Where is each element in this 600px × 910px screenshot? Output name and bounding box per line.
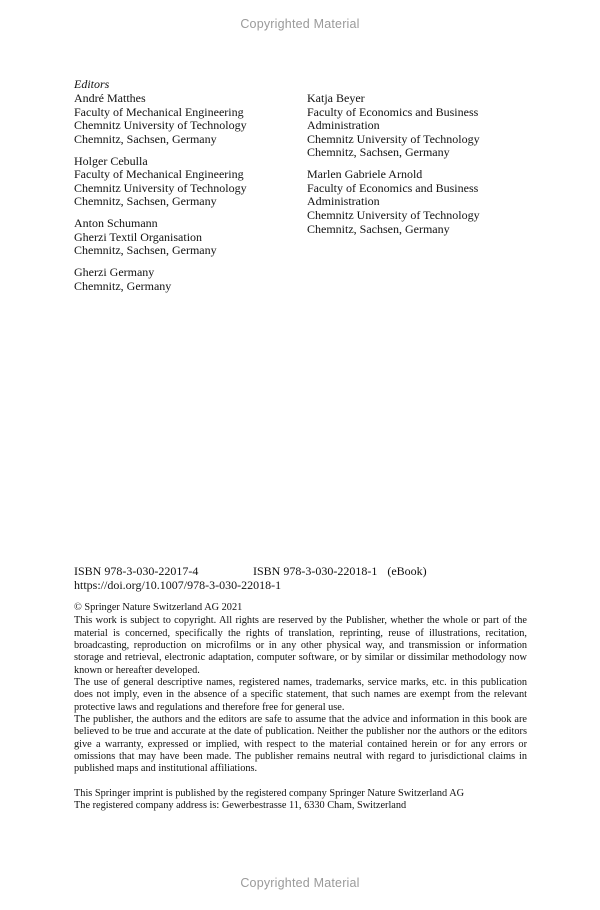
editor-affiliation-line: Faculty of Mechanical Engineering [74,167,244,182]
watermark-top: Copyrighted Material [240,17,360,31]
editor-entry [307,168,537,236]
imprint [74,788,464,813]
editor-entry [74,155,294,209]
editor-entry [307,92,537,160]
legal-notice [74,602,527,776]
editor-affiliation-line: Faculty of Mechanical Engineering [74,104,244,119]
editor-name: Gherzi Germany [74,265,155,280]
isbn-ebook: ISBN 978-3-030-22018-1 [253,564,378,578]
ebook-label: (eBook) [387,564,427,578]
editor-affiliation-line: Administration [307,194,380,209]
editor-entry [74,217,294,258]
editor-name: Katja Beyer [307,91,365,105]
editor-entry [74,266,294,293]
imprint-line: This Springer imprint is published by the registered company Springer Nature Switzerland AG [74,788,465,799]
editors-right-column [307,92,537,244]
legal-paragraph: The publisher, the authors and the editors are safe to assume that the advice and information in this book are believed to be true and accurate at the date of publication. Neither the publisher nor the authors or the editors give a warranty, expressed or implied, with respect to the material contained herein or for any errors or omissions that may have been made. The publisher remains neutral with regard to jurisdictional claims in published maps and institutional affiliations. [74,714,527,775]
copyright-line: © Springer Nature Switzerland AG 2021 [74,602,243,613]
editor-name: Anton Schumann [74,216,158,231]
editor-name: André Matthes [74,91,146,105]
imprint-address: The registered company address is: Gewerbestrasse 11, 6330 Cham, Switzerland [74,800,407,812]
editor-affiliation-line: Chemnitz University of Technology [74,180,247,195]
editors-left-column [74,92,294,301]
editor-affiliation-line: Gherzi Textil Organisation [74,229,203,244]
editor-affiliation-line: Chemnitz University of Technology [307,207,480,222]
editor-name: Marlen Gabriele Arnold [307,167,423,182]
isbn-print: ISBN 978-3-030-22017-4 [74,564,199,578]
editor-affiliation-line: Administration [307,118,380,133]
editors-heading: Editors [74,77,110,91]
editor-affiliation-line: Chemnitz University of Technology [74,118,247,133]
editor-entry [74,92,294,146]
isbn-row [74,565,427,579]
watermark-bottom: Copyrighted Material [240,876,360,890]
editor-affiliation-line: Faculty of Economics and Business [307,104,479,119]
legal-paragraph: This work is subject to copyright. All rights are reserved by the Publisher, whether the whole or part of the material is concerned, specifically the rights of translation, reprinting, reuse of illustrations, recitation, broadcasting, reproduction on microfilms or in any other physical way, and transmission or information storage and retrieval, electronic adaptation, computer software, or by similar or dissimilar methodology now known or hereafter developed. [74,615,527,676]
editor-affiliation-line: Chemnitz, Sachsen, Germany [74,243,217,258]
doi-link[interactable]: https://doi.org/10.1007/978-3-030-22018-1 [74,578,282,592]
editor-affiliation-line: Chemnitz, Sachsen, Germany [307,221,450,236]
legal-paragraph: The use of general descriptive names, registered names, trademarks, service marks, etc. in this publication does not imply, even in the absence of a specific statement, that such names are exempt from the relevant protective laws and regulations and therefore free for general use. [74,677,527,713]
editor-affiliation-line: Faculty of Economics and Business [307,180,479,195]
editor-affiliation-line: Chemnitz, Sachsen, Germany [74,131,217,146]
editor-name: Holger Cebulla [74,153,148,168]
editor-affiliation-line: Chemnitz, Sachsen, Germany [307,145,450,160]
editor-affiliation-line: Chemnitz University of Technology [307,131,480,146]
editor-affiliation-line: Chemnitz, Sachsen, Germany [74,194,217,209]
editor-affiliation-line: Chemnitz, Germany [74,278,172,293]
